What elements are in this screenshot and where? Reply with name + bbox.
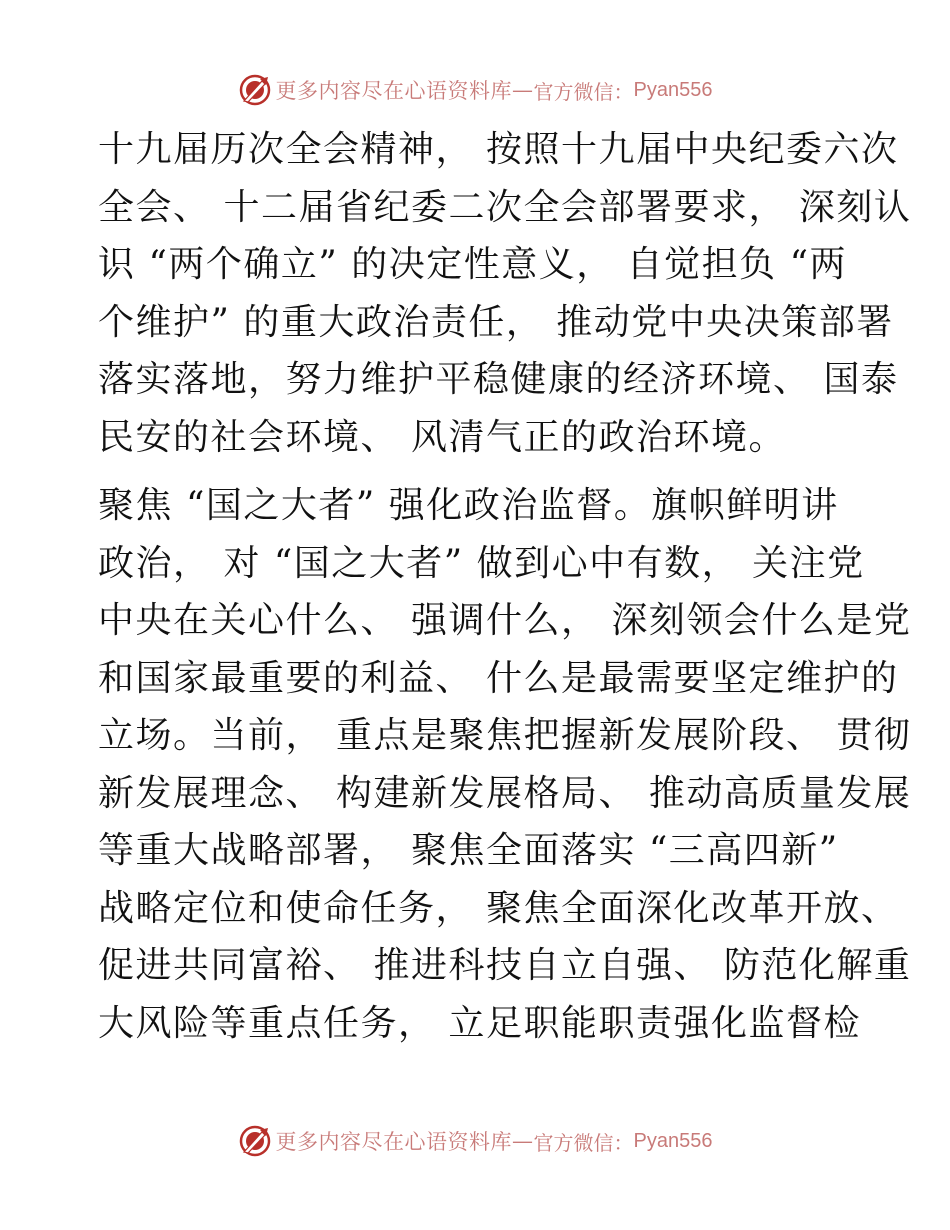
quill-logo-icon — [238, 1124, 272, 1158]
text-line: 落实落地，努力维护平稳健康的经济环境、 国泰 — [98, 359, 899, 400]
banner-wechat-id: Pyan556 — [633, 1129, 713, 1152]
text-line: 等重大战略部署， 聚焦全面落实 “三高四新” — [98, 830, 839, 871]
banner-wechat-label: 官方微信： — [533, 1130, 634, 1155]
footer-banner — [0, 1121, 950, 1161]
text-line: 立场。当前， 重点是聚焦把握新发展阶段、 贯彻 — [98, 715, 912, 756]
text-line: 全会、 十二届省纪委二次全会部署要求， 深刻认 — [98, 186, 912, 228]
paragraph — [98, 477, 912, 1052]
text-line: 中央在关心什么、 强调什么， 深刻领会什么是党 — [98, 600, 912, 641]
quill-logo-icon — [238, 73, 272, 107]
text-line: 民安的社会环境、 风清气正的政治环境。 — [98, 416, 786, 458]
document-body — [98, 121, 912, 1052]
text-line: 政治， 对 “国之大者” 做到心中有数， 关注党 — [98, 542, 865, 584]
banner-site-text: 更多内容尽在心语资料库 — [275, 1130, 513, 1154]
paragraph — [98, 121, 912, 466]
text-line: 十九届历次全会精神， 按照十九届中央纪委六次 — [98, 129, 899, 170]
header-banner — [0, 70, 950, 110]
text-line: 和国家最重要的利益、 什么是最需要坚定维护的 — [98, 657, 899, 699]
banner-separator: — — [512, 78, 534, 102]
text-line: 识 “两个确立” 的决定性意义， 自觉担负 “两 — [98, 244, 847, 285]
banner-wechat-id: Pyan556 — [633, 78, 713, 101]
text-line: 大风险等重点任务， 立足职能职责强化监督检 — [98, 1002, 861, 1044]
text-line: 促进共同富裕、 推进科技自立自强、 防范化解重 — [98, 945, 912, 986]
text-line: 聚焦 “国之大者” 强化政治监督。旗帜鲜明讲 — [98, 485, 839, 526]
text-line: 新发展理念、 构建新发展格局、 推动高质量发展 — [98, 772, 912, 814]
paragraph-gap — [98, 466, 858, 477]
text-line: 个维护” 的重大政治责任， 推动党中央决策部署 — [98, 301, 894, 343]
banner-wechat-label: 官方微信： — [533, 79, 634, 104]
banner-separator: — — [512, 1129, 534, 1153]
banner-site-text: 更多内容尽在心语资料库 — [275, 79, 513, 103]
text-line: 战略定位和使命任务， 聚焦全面深化改革开放、 — [98, 887, 899, 929]
